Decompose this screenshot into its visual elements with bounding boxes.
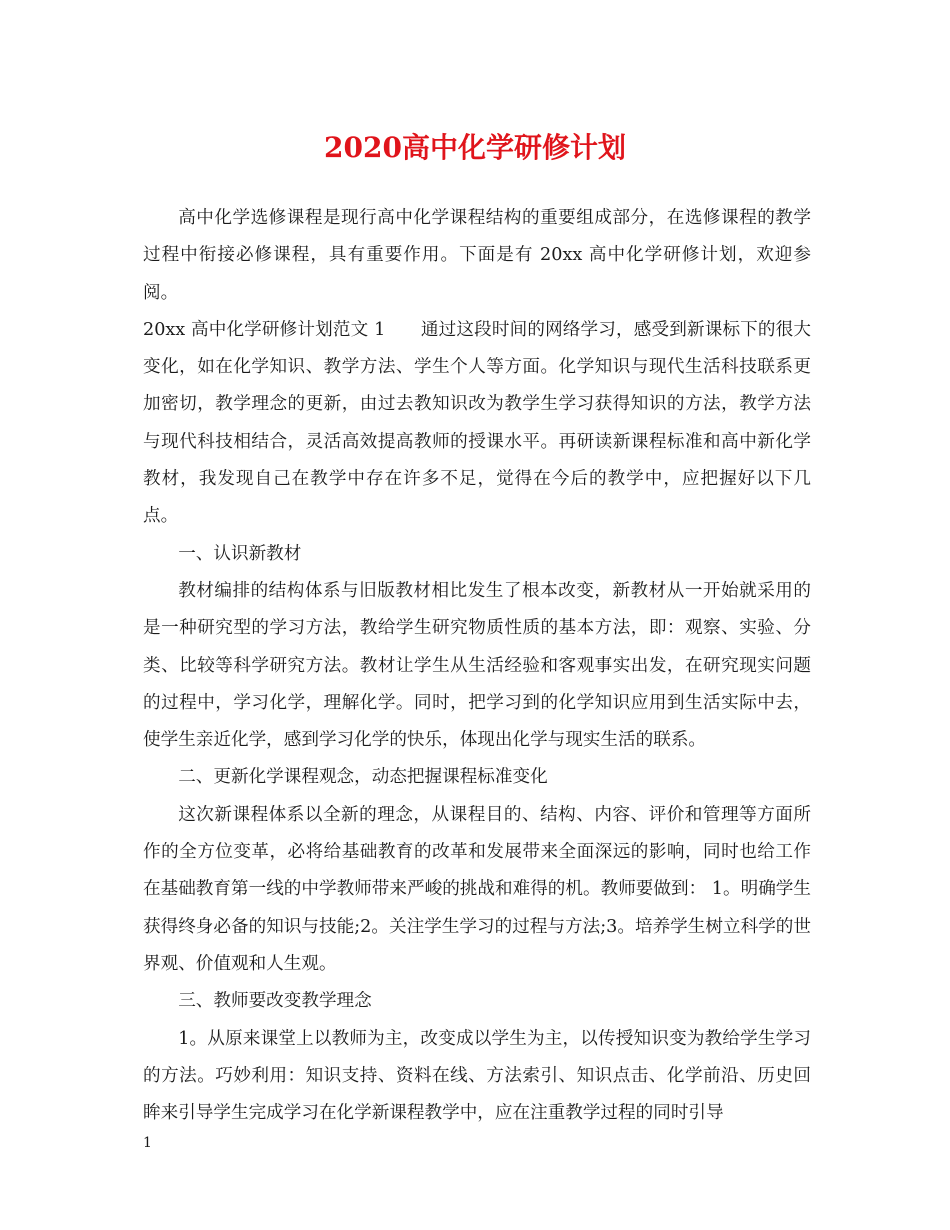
paragraph-section-3: 1。从原来课堂上以教师为主，改变成以学生为主，以传授知识变为教给学生学习的方法。巧妙利用：知识支持、资料在线、方法索引、知识点击、化学前沿、历史回眸来引导学生完成学习在化学新课程教学中，应在注重教学过程的同时引导 bbox=[143, 1028, 811, 1124]
paragraph-intro: 高中化学选修课程是现行高中化学课程结构的重要组成部分，在选修课程的教学过程中衔接必修课程，具有重要作用。下面是有 20xx 高中化学研修计划，欢迎参阅。 bbox=[143, 208, 811, 303]
page-number: 1 bbox=[143, 1135, 152, 1151]
section-heading-3: 三、教师要改变教学理念 bbox=[178, 991, 372, 1012]
paragraph-section-2: 这次新课程体系以全新的理念，从课程目的、结构、内容、评价和管理等方面所作的全方位变革，必将给基础教育的改革和发展带来全面深远的影响，同时也给工作在基础教育第一线的中学教师带来严峻的挑战和难得的机。教师要做到： 1。明确学生获得终身必备的知识与技能;2。关注学生学习的过程与方法;3。培养学生树立科学的世界观、价值观和人生观。 bbox=[143, 804, 811, 974]
document-body bbox=[143, 200, 811, 1132]
document-title: 2020高中化学研修计划 bbox=[324, 131, 626, 164]
paragraph-sample-1: 20xx 高中化学研修计划范文 1 通过这段时间的网络学习，感受到新课标下的很大变化，如在化学知识、教学方法、学生个人等方面。化学知识与现代生活科技联系更加密切，教学理念的更新，由过去教知识改为教学生学习获得知识的方法，教学方法与现代科技相结合，灵活高效提高教师的授课水平。再研读新课程标准和高中新化学教材，我发现自己在教学中存在许多不足，觉得在今后的教学中，应把握好以下几点。 bbox=[143, 319, 811, 527]
section-heading-2: 二、更新化学课程观念，动态把握课程标准变化 bbox=[178, 767, 548, 788]
section-heading-1: 一、认识新教材 bbox=[178, 543, 302, 564]
paragraph-section-1: 教材编排的结构体系与旧版教材相比发生了根本改变，新教材从一开始就采用的是一种研究型的学习方法，教给学生研究物质性质的基本方法，即：观察、实验、分类、比较等科学研究方法。教材让学生从生活经验和客观事实出发，在研究现实问题的过程中，学习化学，理解化学。同时，把学习到的化学知识应用到生活实际中去，使学生亲近化学，感到学习化学的快乐，体现出化学与现实生活的联系。 bbox=[143, 580, 811, 751]
